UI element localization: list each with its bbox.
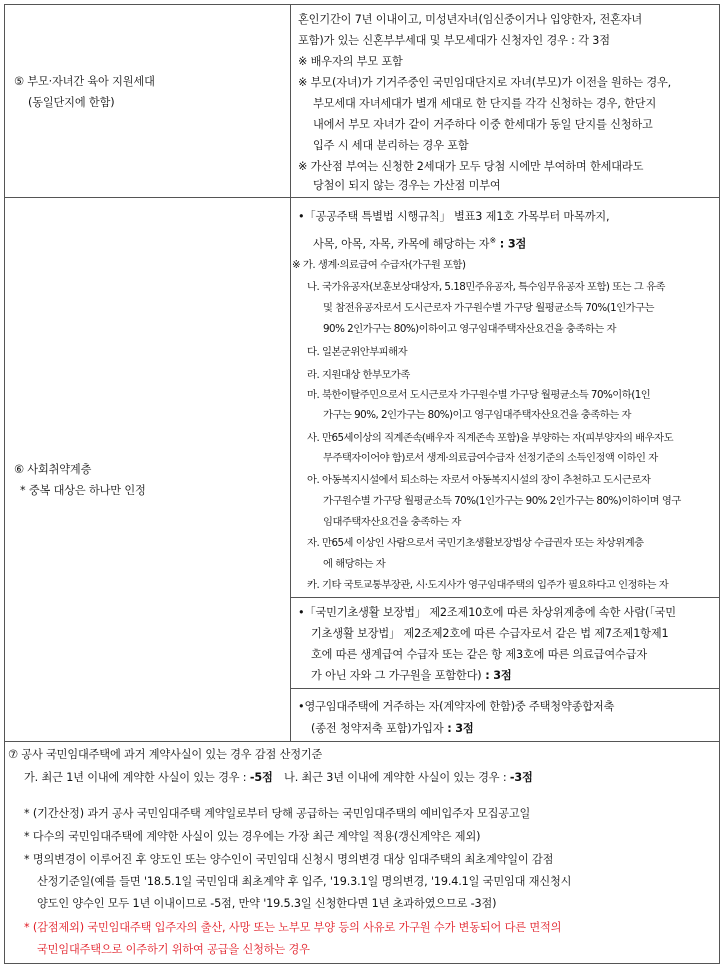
cell-divider-6a-6b — [290, 597, 720, 598]
row6-item: 다. 일본군위안부피해자 — [307, 346, 408, 358]
row7-penalty-1y-score: -5점 — [249, 771, 273, 784]
row6-cell2-score: : 3점 — [481, 669, 512, 682]
row6-item: 가구는 90%, 2인가구는 80%)이고 영구임대주택자산요건을 충족하는 자 — [323, 409, 631, 421]
row6-cell2-text: 가 아닌 자와 그 가구원을 포함한다) — [311, 669, 482, 682]
row7-note: * 명의변경이 이루어진 후 양도인 또는 양수인이 국민임대 신청시 명의변경 대상 임대주택의 최초계약일이 감점 — [24, 853, 554, 866]
row7-penalty-3y-text: 나. 최근 3년 이내에 계약한 사실이 있는 경우 : — [284, 771, 510, 784]
table-border-left — [4, 4, 5, 963]
row6-cell3-line — [311, 719, 474, 739]
row6-item: ※ 가. 생계·의료급여 수급자(가구원 포함) — [292, 259, 466, 271]
row7-penalty-line — [24, 768, 533, 788]
row5-line: 혼인기간이 7년 이내이고, 미성년자녀(임신중이거나 입양한자, 전혼자녀 — [298, 13, 643, 26]
row6-cell3-text: (종전 청약저축 포함)가입자 — [311, 722, 444, 735]
row5-line: 입주 시 세대 분리하는 경우 포함 — [313, 139, 469, 152]
row-divider-6-7 — [4, 741, 720, 742]
row5-line: 당첨이 되지 않는 경우는 가산점 미부여 — [313, 179, 501, 192]
row6-cell2-line: 호에 따른 생계급여 수급자 또는 같은 항 제3호에 따른 의료급여수급자 — [311, 648, 648, 661]
cell-divider-6b-6c — [290, 688, 720, 689]
row7-penalty-3y-score: -3점 — [509, 771, 533, 784]
row6-cell1-text: 사목, 아목, 자목, 카목에 해당하는 자 — [313, 237, 490, 251]
row5-label: ⑤ 부모·자녀간 육아 지원세대 — [14, 75, 155, 88]
row6-cell2-line — [311, 666, 512, 686]
row6-cell3-line: •영구임대주택에 거주하는 자(계약자에 한함)중 주택청약종합저축 — [298, 700, 615, 713]
row6-item: 임대주택자산요건을 충족하는 자 — [323, 516, 461, 528]
table-border-bottom — [4, 963, 720, 964]
column-divider — [290, 4, 291, 741]
row7-penalty-1y-text: 가. 최근 1년 이내에 계약한 사실이 있는 경우 : — [24, 771, 250, 784]
row7-exclusion-note: 국민임대주택으로 이주하기 위하여 공급을 신청하는 경우 — [37, 943, 310, 956]
row5-line: 내에서 부모 자녀가 같이 거주하다 이중 한세대가 동일 단지를 신청하고 — [313, 118, 653, 131]
row6-item: 나. 국가유공자(보훈보상대상자, 5.18민주유공자, 특수임무유공자 포함) 또는 그 유족 — [307, 281, 665, 293]
row6-item: 라. 지원대상 한부모가족 — [307, 369, 410, 381]
row7-title: ⑦ 공사 국민임대주택에 과거 계약사실이 있는 경우 감점 산정기준 — [8, 748, 323, 761]
row6-cell1-line: •「공공주택 특별법 시행규칙」 별표3 제1호 가목부터 마목까지, — [298, 210, 610, 223]
row6-cell3-score: : 3점 — [443, 722, 474, 735]
row6-item: 90% 2인가구는 80%)이하이고 영구임대주택자산요건을 충족하는 자 — [323, 323, 616, 335]
row5-label-sub: (동일단지에 한함) — [28, 96, 115, 109]
row6-item: 자. 만65세 이상인 사람으로서 국민기초생활보장법상 수급권자 또는 차상위계층 — [307, 537, 644, 549]
row-divider-5-6 — [4, 197, 720, 198]
row5-line: ※ 부모(자녀)가 기거주중인 국민임대단지로 자녀(부모)가 이전을 원하는 경우, — [298, 76, 672, 89]
row5-line: 부모세대 자녀세대가 별개 세대로 한 단지를 각각 신청하는 경우, 한단지 — [313, 97, 657, 110]
row6-item: 카. 기타 국토교통부장관, 시·도지사가 영구임대주택의 입주가 필요하다고 인정하는 자 — [307, 579, 669, 591]
row5-line: 포함)가 있는 신혼부부세대 및 부모세대가 신청자인 경우 : 각 3점 — [298, 34, 610, 47]
row7-note: * (기간산정) 과거 공사 국민임대주택 계약일로부터 당해 공급하는 국민임대주택의 예비입주자 모집공고일 — [24, 807, 531, 820]
row5-line: ※ 가산점 부여는 신청한 2세대가 모두 당첨 시에만 부여하며 한세대라도 — [298, 160, 644, 173]
row6-cell1-note-mark: ※ — [489, 236, 497, 245]
table-border-top — [4, 4, 720, 5]
row6-item: 및 참전유공자로서 도시근로자 가구원수별 가구당 월평균소득 70%(1인가구는 — [323, 302, 654, 314]
row7-exclusion-note: * (감점제외) 국민임대주택 입주자의 출산, 사망 또는 노부모 부양 등의 사유로 가구원 수가 변동되어 다른 면적의 — [24, 921, 562, 934]
row6-item: 마. 북한이탈주민으로서 도시근로자 가구원수별 가구당 월평균소득 70%이하(1인 — [307, 389, 651, 401]
row6-item: 아. 아동복지시설에서 퇴소하는 자로서 아동복지시설의 장이 추천하고 도시근로자 — [307, 474, 651, 486]
row6-cell2-line: 기초생활 보장법」 제2조제2호에 따른 수급자로서 같은 법 제7조제1항제1 — [311, 627, 669, 640]
row6-item: 가구원수별 가구당 월평균소득 70%(1인가구는 90% 2인가구는 80%)이하이며 영구 — [323, 495, 681, 507]
row6-cell2-line: •「국민기초생활 보장법」 제2조제10호에 따른 차상위계층에 속한 사람(「국민 — [298, 606, 676, 619]
row7-note: 산정기준일(예를 들면 '18.5.1일 국민임대 최초계약 후 입주, '19.3.1일 명의변경, '19.4.1일 국민임대 재신청시 — [37, 875, 572, 888]
row6-item: 에 해당하는 자 — [323, 558, 386, 570]
row7-note: 양도인 양수인 모두 1년 이내이므로 -5점, 만약 '19.5.3일 신청한다면 1년 초과하였으므로 -3점) — [37, 897, 497, 910]
row6-item: 무주택자이어야 함)로서 생계·의료급여수급자 선정기준의 소득인정액 이하인 자 — [323, 452, 658, 464]
row6-cell1-line — [313, 231, 526, 255]
row6-label: ⑥ 사회취약계층 — [14, 463, 92, 476]
row6-cell1-score: : 3점 — [496, 237, 527, 251]
table-border-right — [719, 4, 720, 963]
row7-note: * 다수의 국민임대주택에 계약한 사실이 있는 경우에는 가장 최근 계약일 적용(갱신계약은 제외) — [24, 830, 481, 843]
row6-label-sub: * 중복 대상은 하나만 인정 — [20, 484, 146, 497]
row5-line: ※ 배우자의 부모 포함 — [298, 55, 403, 68]
row6-item: 사. 만65세이상의 직계존속(배우자 직계존속 포함)을 부양하는 자(피부양자의 배우자도 — [307, 432, 674, 444]
